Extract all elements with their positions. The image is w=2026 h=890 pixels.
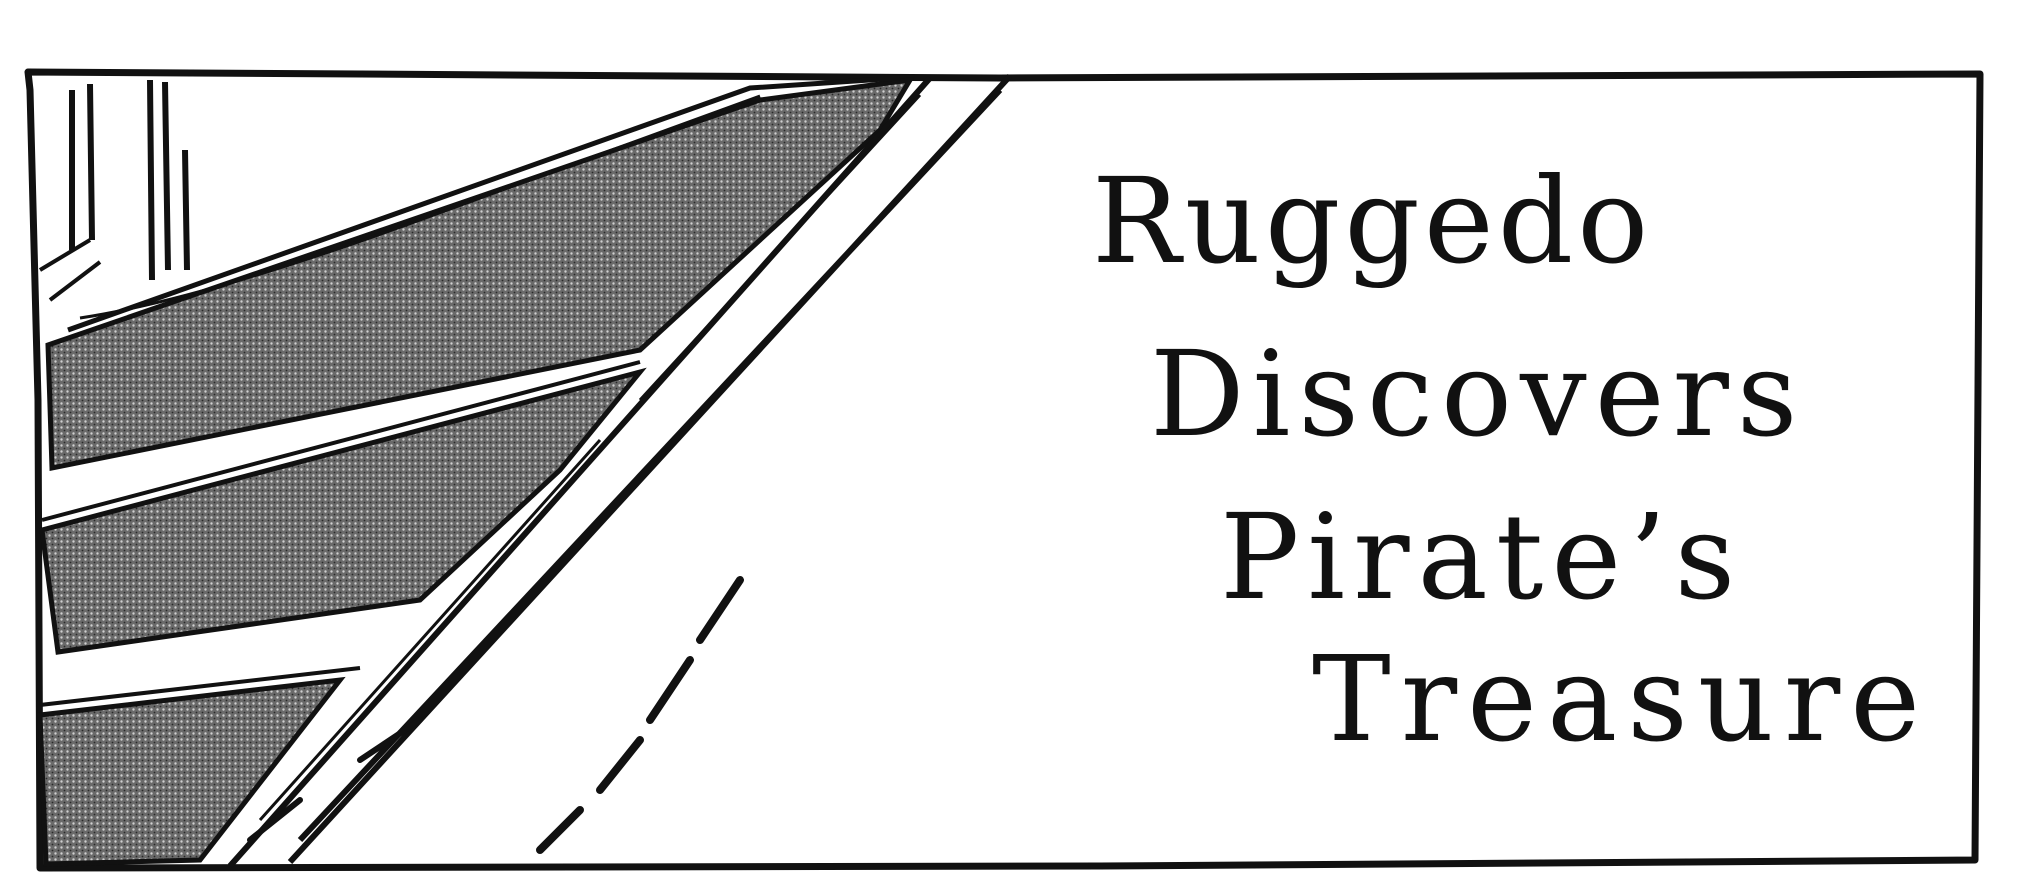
post-lines	[72, 80, 187, 280]
title-line-3: Pirate’s	[1220, 488, 1744, 626]
title-line-1: Ruggedo	[1092, 152, 1653, 290]
title-line-4: Treasure	[1312, 630, 1931, 768]
floor-marks	[540, 580, 740, 850]
step-top	[48, 80, 910, 468]
title-line-2: Discovers	[1150, 325, 1806, 463]
step-bottom	[40, 680, 340, 864]
